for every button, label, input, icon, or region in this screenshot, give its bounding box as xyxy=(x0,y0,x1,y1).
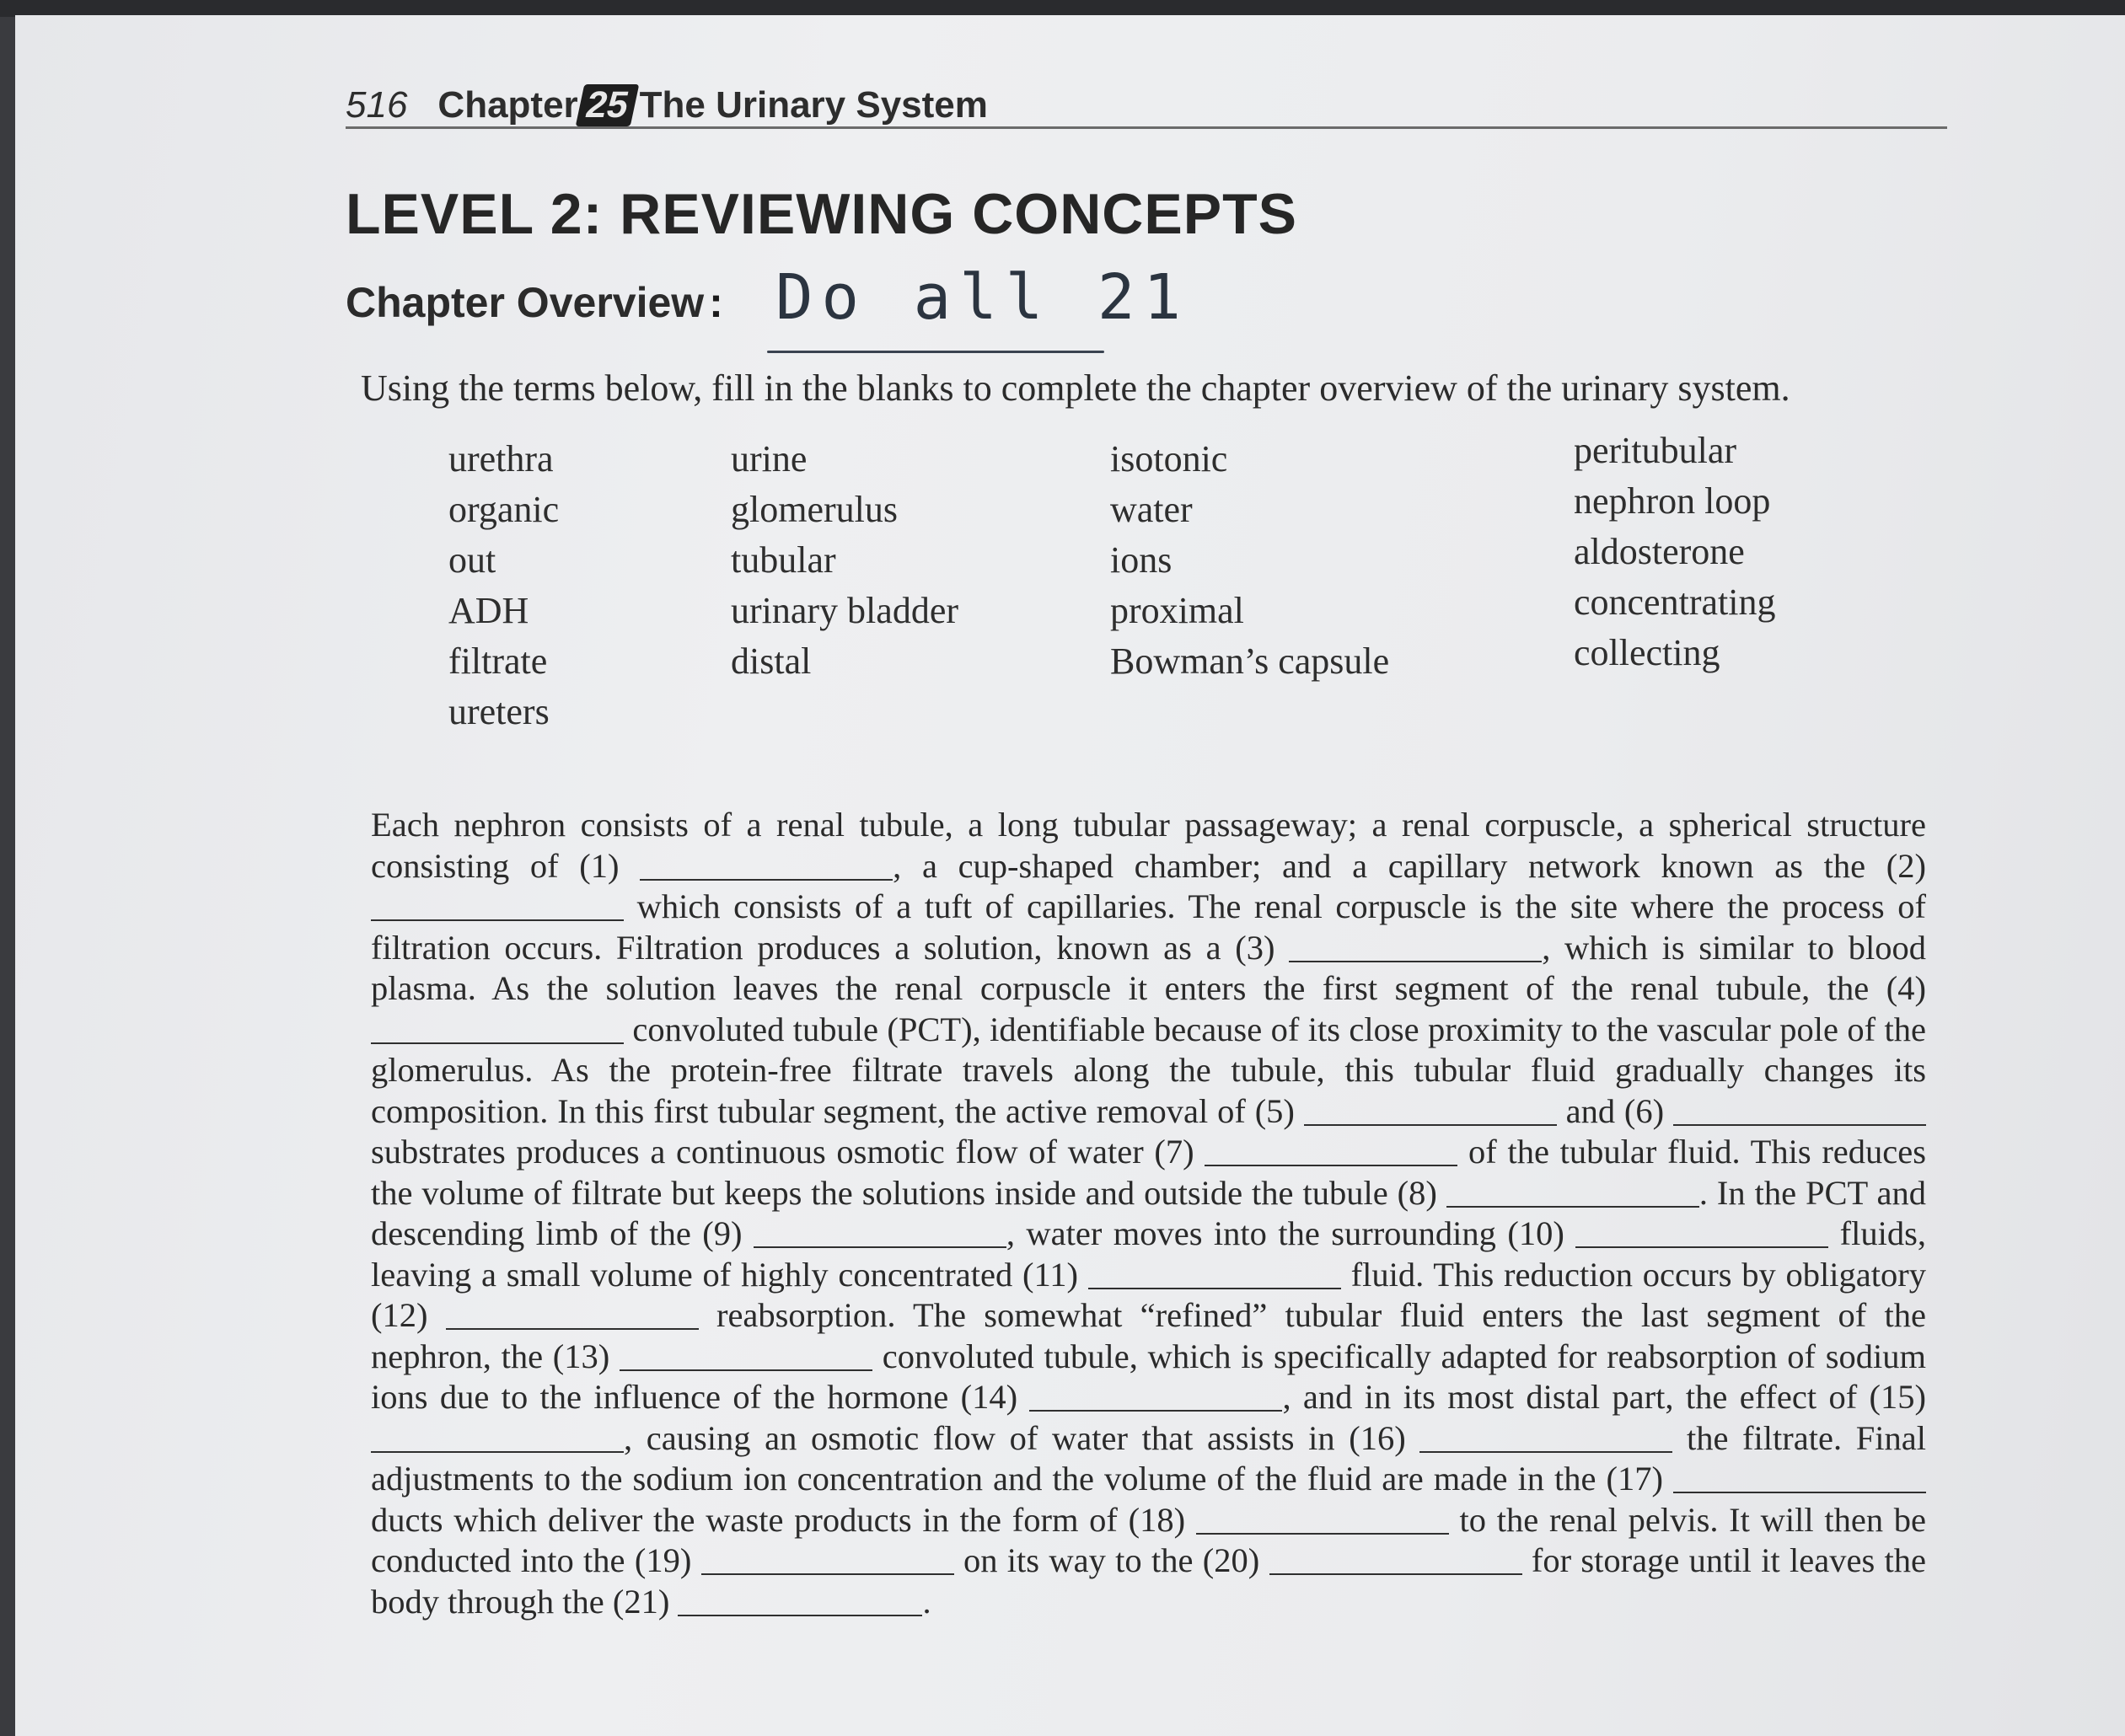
page-number: 516 xyxy=(346,84,408,126)
word-bank-term: distal xyxy=(731,640,812,682)
passage-text: , which is similar to blood plasma. As the solution leaves the renal corpuscle it enters the first segment of the renal tubule, the (4) xyxy=(371,928,1927,1007)
word-bank-term: aldosterone xyxy=(1574,531,1745,572)
passage-text: which consists of a tuft of capillaries. The renal corpuscle is the site where the process of filtration occurs. Filtration produces a solution, known as a (3) xyxy=(371,887,1926,967)
word-bank-term: urethra xyxy=(448,438,554,480)
chapter-overview-heading: Chapter Overview xyxy=(346,279,705,326)
passage-text: , causing an osmotic flow of water that assists in (16) xyxy=(624,1418,1406,1457)
passage-text: . xyxy=(922,1582,931,1621)
word-bank-term: isotonic xyxy=(1110,438,1228,480)
answer-blank-10[interactable] xyxy=(1575,1246,1828,1248)
answer-blank-4[interactable] xyxy=(371,1042,624,1044)
passage-text: . In the PCT and descending limb of the (9) xyxy=(371,1173,1926,1252)
word-bank-term: filtrate xyxy=(448,640,548,682)
word-bank-term: ions xyxy=(1110,539,1173,581)
answer-blank-3[interactable] xyxy=(1289,961,1542,962)
instructions: Using the terms below, fill in the blanks to complete the chapter overview of the urinary system. xyxy=(361,367,1790,409)
answer-blank-8[interactable] xyxy=(1446,1206,1699,1208)
photo-background-edge xyxy=(0,0,2125,17)
answer-blank-5[interactable] xyxy=(1304,1124,1557,1126)
passage-text: substrates produces a continuous osmotic flow of water (7) xyxy=(371,1133,1194,1171)
word-bank-term: ADH xyxy=(448,590,529,631)
answer-blank-21[interactable] xyxy=(678,1615,922,1616)
level-heading: LEVEL 2: REVIEWING CONCEPTS xyxy=(346,182,1298,246)
answer-blank-7[interactable] xyxy=(1205,1165,1457,1166)
passage-text: and (6) xyxy=(1565,1091,1665,1130)
word-bank-column-4 xyxy=(1574,426,1775,678)
fill-in-passage xyxy=(371,805,1926,1622)
word-bank-term: out xyxy=(448,539,496,581)
chapter-overview-row xyxy=(346,261,1189,334)
word-bank-term: nephron loop xyxy=(1574,480,1771,522)
answer-blank-1[interactable] xyxy=(640,879,893,881)
answer-blank-20[interactable] xyxy=(1269,1573,1522,1575)
word-bank-column-3 xyxy=(1110,434,1389,687)
word-bank-term: glomerulus xyxy=(731,489,898,530)
passage-text: of the tubular fluid. This reduces the volume of filtrate but keeps the solutions inside and outside the tubule (8) xyxy=(371,1133,1926,1212)
word-bank-term: concentrating xyxy=(1574,581,1776,623)
answer-blank-18[interactable] xyxy=(1196,1533,1449,1535)
word-bank-term: water xyxy=(1110,489,1193,530)
passage-text: on its way to the (20) xyxy=(963,1541,1260,1579)
answer-blank-9[interactable] xyxy=(754,1246,1006,1248)
word-bank-term: collecting xyxy=(1574,632,1720,673)
passage-text: , and in its most distal part, the effect of (15) xyxy=(1282,1378,1927,1416)
word-bank-term: tubular xyxy=(731,539,836,581)
handwritten-note: Do all 21 xyxy=(775,261,1189,334)
passage-text: Each nephron consists of a renal tubule, a long tubular passageway; a renal corpuscle, a spherical structure consisting of (1) xyxy=(371,806,1926,885)
word-bank-column-1 xyxy=(448,434,559,737)
passage-text: fluid. This reduction occurs by obligatory (12) xyxy=(371,1255,1927,1334)
passage-text: convoluted tubule (PCT), identifiable because of its close proximity to the vascular pole of the glomerulus. As the protein-free filtrate travels along the tubule, this tubular fluid gradually changes its composition. In this first tubular segment, the active removal of (5) xyxy=(371,1010,1926,1130)
handwritten-underline xyxy=(767,351,1104,353)
answer-blank-15[interactable] xyxy=(371,1451,624,1453)
word-bank-term: urine xyxy=(731,438,808,480)
word-bank-term: ureters xyxy=(448,691,550,732)
passage-text: convoluted tubule, which is specifically adapted for reabsorption of sodium ions due to the influence of the hormone (14) xyxy=(371,1337,1927,1416)
running-head xyxy=(346,84,1947,126)
answer-blank-16[interactable] xyxy=(1419,1451,1672,1453)
passage-text: fluids, leaving a small volume of highly concentrated (11) xyxy=(371,1214,1927,1294)
word-bank-term: urinary bladder xyxy=(731,590,958,631)
answer-blank-2[interactable] xyxy=(371,919,624,921)
answer-blank-13[interactable] xyxy=(620,1369,872,1371)
chapter-label: Chapter xyxy=(437,84,578,126)
chapter-title: The Urinary System xyxy=(639,84,988,126)
answer-blank-17[interactable] xyxy=(1673,1492,1926,1493)
answer-blank-11[interactable] xyxy=(1088,1288,1341,1289)
passage-text: for storage until it leaves the body through the (21) xyxy=(371,1541,1927,1621)
word-bank-term: organic xyxy=(448,489,560,530)
passage-text: reabsorption. The somewhat “refined” tubular fluid enters the last segment of the nephron, the (13) xyxy=(371,1296,1926,1375)
word-bank-column-2 xyxy=(731,434,958,687)
passage-text: to the renal pelvis. It will then be conducted into the (19) xyxy=(371,1500,1927,1579)
word-bank-term: Bowman’s capsule xyxy=(1110,640,1390,682)
passage-text: , water moves into the surrounding (10) xyxy=(1006,1214,1564,1252)
answer-blank-12[interactable] xyxy=(446,1328,699,1330)
chapter-number-badge: 25 xyxy=(575,84,639,126)
header-rule xyxy=(346,126,1947,129)
overview-colon: : xyxy=(709,279,723,326)
answer-blank-19[interactable] xyxy=(701,1573,954,1575)
passage-text: ducts which deliver the waste products in the form of (18) xyxy=(371,1500,1186,1539)
passage-text: , a cup-shaped chamber; and a capillary network known as the (2) xyxy=(893,846,1927,885)
word-bank-term: proximal xyxy=(1110,590,1244,631)
word-bank-term: peritubular xyxy=(1574,430,1737,471)
answer-blank-6[interactable] xyxy=(1673,1124,1926,1126)
passage-text: the filtrate. Final adjustments to the sodium ion concentration and the volume of the fluid are made in the (17) xyxy=(371,1418,1926,1498)
answer-blank-14[interactable] xyxy=(1029,1410,1282,1412)
